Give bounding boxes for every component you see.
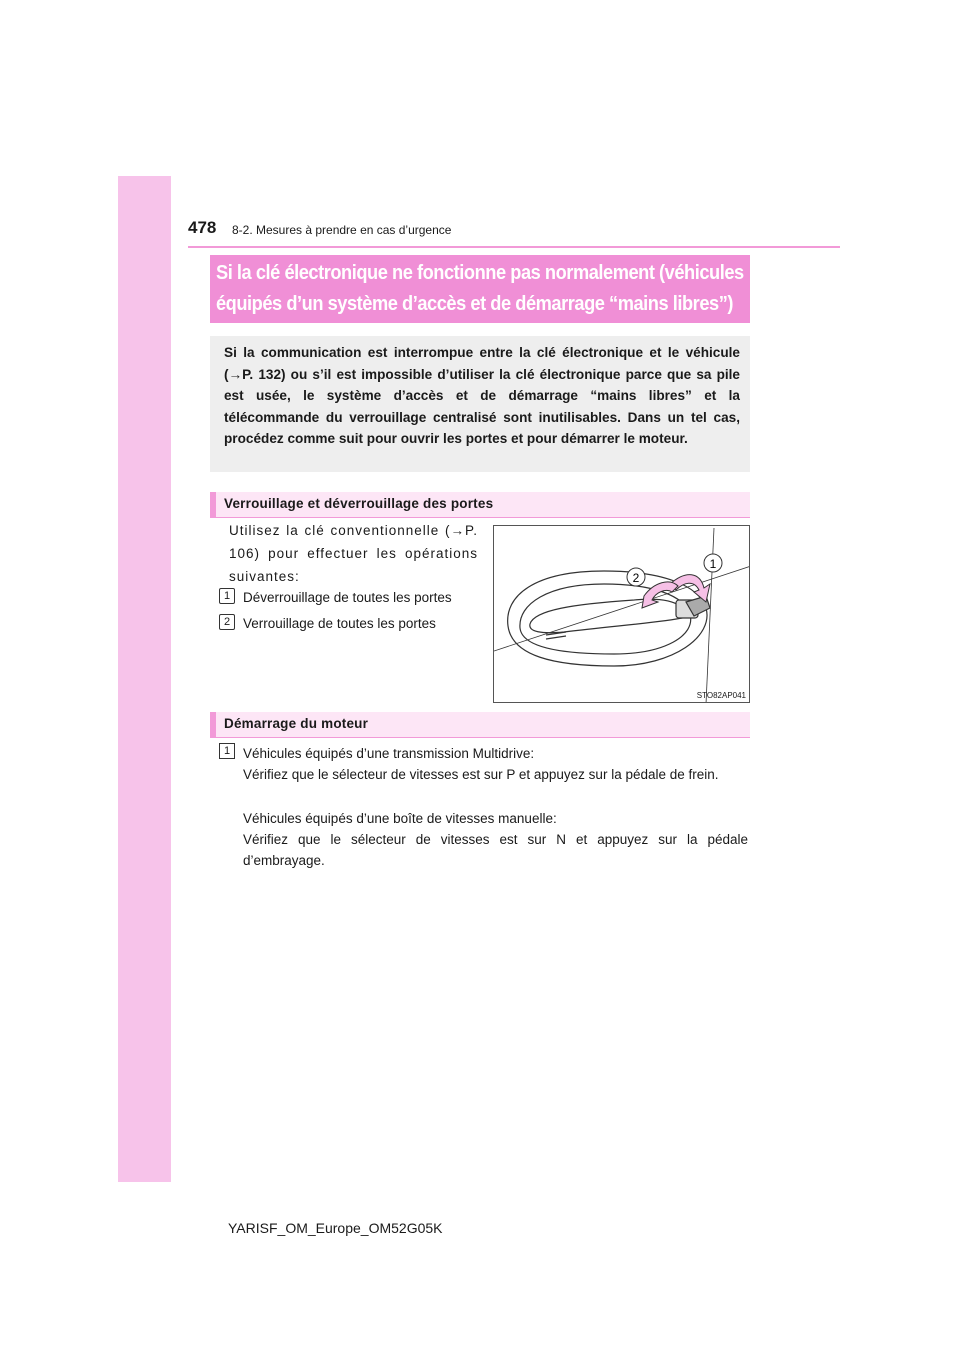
- manual-heading: Véhicules équipés d’une boîte de vitesses manuelle:: [243, 811, 557, 826]
- section-title-line1: Si la clé électronique ne fonctionne pas normalement (véhicules: [216, 262, 744, 284]
- manual-instructions: [243, 808, 748, 871]
- multidrive-instructions: [243, 743, 748, 785]
- multidrive-heading: Véhicules équipés d’une transmission Multidrive:: [243, 746, 535, 761]
- door-handle-illustration: [493, 525, 750, 703]
- intro-box: Si la communication est interrompue entre la clé électronique et le véhicule (→P. 132) ou s’il est impossible d’utiliser la clé électronique parce que sa pile est usée, le système d’accès et de démarrage “mains libres” et la télécommande du verrouillage centralisé sont inutilisables. Dans un tel cas, procédez comme suit pour ouvrir les portes et pour démarrer le moteur.: [210, 336, 750, 472]
- callout-1: 1: [709, 557, 717, 571]
- lock-section-heading: Verrouillage et déverrouillage des portes: [210, 492, 750, 518]
- chapter-sidebar: [118, 176, 171, 1182]
- step-lock: Verrouillage de toutes les portes: [243, 616, 436, 631]
- arrow-lock-icon: [642, 582, 678, 608]
- section-title-line2: équipés d’un système d’accès et de démarrage “mains libres”): [216, 293, 733, 315]
- document-footer: YARISF_OM_Europe_OM52G05K: [228, 1220, 443, 1236]
- door-handle-drawing: [494, 526, 750, 703]
- step-number-1: 1: [219, 588, 235, 604]
- lock-instructions: Utilisez la clé conventionnelle (→P. 106) pour effectuer les opérations suivantes:: [229, 523, 478, 584]
- door-handle-grip: [530, 599, 682, 632]
- chapter-title: 8-2. Mesures à prendre en cas d’urgence: [232, 223, 452, 237]
- figure-caption: STO82AP041: [696, 691, 746, 700]
- section-title: [210, 255, 750, 323]
- page-header: [188, 214, 840, 248]
- page-number: 478: [188, 218, 217, 237]
- multidrive-text: Vérifiez que le sélecteur de vitesses est sur P et appuyez sur la pédale de frein.: [243, 767, 719, 782]
- start-step-number: 1: [219, 743, 235, 759]
- handle-slot-2: [546, 636, 566, 639]
- step-number-2: 2: [219, 614, 235, 630]
- manual-text: Vérifiez que le sélecteur de vitesses est sur N et appuyez sur la pédale d’embrayage.: [243, 832, 748, 868]
- start-section-heading: Démarrage du moteur: [210, 712, 750, 738]
- callout-2: 2: [632, 571, 640, 585]
- step-unlock: Déverrouillage de toutes les portes: [243, 590, 452, 605]
